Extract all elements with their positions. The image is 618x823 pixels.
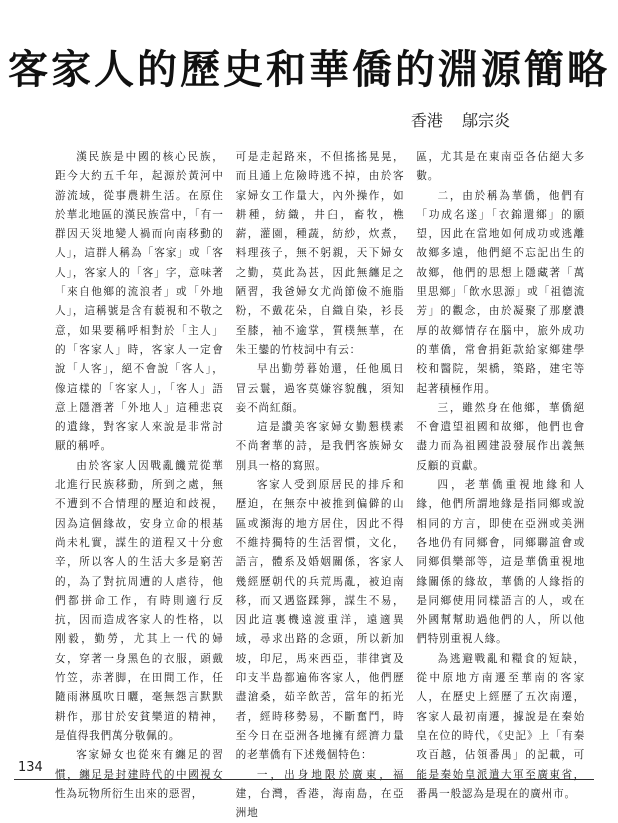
- author-name: 鄔宗炎: [462, 111, 510, 130]
- byline: [411, 108, 510, 131]
- paragraph: 三，雖然身在他鄉，華僑絕不會遺望祖國和故鄉，他們也會盡力而為祖國建設發展作出義無反顧的貢獻。: [416, 399, 585, 476]
- text-column-1: [55, 148, 224, 748]
- text-column-3: [416, 148, 585, 748]
- paragraph: 由於客家人因戰亂饑荒從華北進行民族移動，所到之處，無不遭到不合情理的壓迫和歧視，因為這個緣故，安身立命的根基尚未札實，謀生的道程又十分愈辛，所以客人的生活大多是窮苦的，為了對抗周遭的人虐待，他們都拼命工作，有時則適行反抗，因而造成客家人的性格，以刚毅，勤勞，尤其上一代的婦女，穿著一身黑色的衣服，頭戴竹笠，赤著脚，在田間工作，任隨雨淋風吹日曬，毫無怨言默默耕作，那甘於安貧樂道的精神，是值得我們萬分敬佩的。: [55, 457, 224, 746]
- footer-rule: [14, 779, 594, 780]
- article-body: [55, 148, 585, 748]
- text-column-2: [236, 148, 405, 748]
- paragraph: 客家婦女也從來有纏足的習慣，纏足是封建時代的中國視女性為玩物所衍生出來的惡習，: [55, 746, 224, 804]
- paragraph: 這是讚美客家婦女勤懇樸素不尚奢華的詩，是我們客族婦女別具一格的寫照。: [236, 418, 405, 476]
- paragraph: 客家人受到原居民的排斥和歷迫，在無奈中被推到偏僻的山區或瀕海的地方居住，因此不得不維持獨特的生活習慣，文化，語言，體系及婚姻關係，客家人幾經歷朝代的兵荒馬亂，被迫南移，而又遇盜蹂獰，謀生不易，因此這裏機遠渡重洋，遠適異域，尋求出路的念頭，所以新加坡，印尼，馬來西亞，菲律賓及印支半島都遍佈客家人，他們歷盡滄桑，茹辛飲苦，當年的拓光者，經時移勢易，不斷奮鬥，時至今日在亞洲各地擁有經濟力量的老華僑有下述幾個特色：: [236, 476, 405, 765]
- paragraph: 二，由於稱為華僑，他們有「功成名遂」「衣錦還鄉」的願望，因此在當地如何成功或逃離故鄉多遠，他們絕不忘記出生的故鄉，他們的思想上隱藏著「萬里思鄉」「飲水思源」或「祖德流芳」的觀念，由於凝聚了那麼濃厚的故鄉情存在腦中，旅外成功的華僑，常會捐鉅款給家鄉建學校和醫院，架橋，築路，建宅等起著積極作用。: [416, 187, 585, 399]
- paragraph: 區，尤其是在東南亞各佔絕大多數。: [416, 148, 585, 187]
- paragraph: 漢民族是中國的核心民族，距今大約五千年，起源於黃河中游流域，從事農耕生活。在原住於華北地區的漢民族當中，「有一群因天災地變人禍而向南移動的人」，這群人稱為「客家」或「客人」，客家人的「客」字，意味著「來自他鄉的流浪者」或「外地人」，這稱號是含有藐視和不敬之意，如果要稱呼相對於「主人」的「客家人」時，客家人一定會說「人客」，絕不會說「客人」，像這樣的「客家人」，「客人」語意上隱潛著「外地人」這種悲哀的遺緣，對客家人來說是非常討厭的稱呼。: [55, 148, 224, 457]
- author-place: 香港: [411, 111, 443, 130]
- paragraph: 四，老華僑重視地緣和人緣，他們所謂地緣是指同鄉或說相同的方言，即使在亞洲或美洲各地仍有同鄉會，同鄉聯誼會或同鄉俱樂部等，這是華僑重視地緣關係的緣故，華僑的人緣指的是同鄉使用同樣語言的人，或在外國幫幫助過他們的人，所以他們特別重視人緣。: [416, 476, 585, 650]
- paragraph: 一，出身地限於廣東，福建，台灣，香港，海南島，在亞洲地: [236, 766, 405, 823]
- paragraph: 可是走起路來，不但搖搖晃晃，而且通上危險時逃不掉，由於客家婦女工作量大，內外操作，如耕種，紡織，井臼，畜牧，樵薪，灌園，種蔬，紡紗，炊煮，料理孩子，無不躬親，天下婦女之勤，莫此為甚，因此無纏足之陋習，我爸婦女尤尚節儉不施脂粉，不戴花朵，自織自染，衫長至膝，袖不逾掌，質樸無華，在朱王鑾的竹枝詞中有云：: [236, 148, 405, 360]
- article-title: 客家人的歷史和華僑的淵源簡略: [0, 38, 618, 95]
- paragraph: 為逃避戰亂和糧食的短缺，從中原地方南遷至華南的客家人，在歷史上經歷了五次南遷，客家人最初南遷，據說是在秦始皇在位的時代，《史記》上「有秦攻百越，佔領番禺」的記載，可能是秦始皇派遣大軍至廣東省，番禺一般認為是現在的廣州市。: [416, 650, 585, 804]
- paragraph: 早出勤勞暮始還，任他風日冒云鬟，過客莫嫌容貌醜，須知妾不尚紅顏。: [236, 360, 405, 418]
- page-number: 134: [18, 760, 43, 775]
